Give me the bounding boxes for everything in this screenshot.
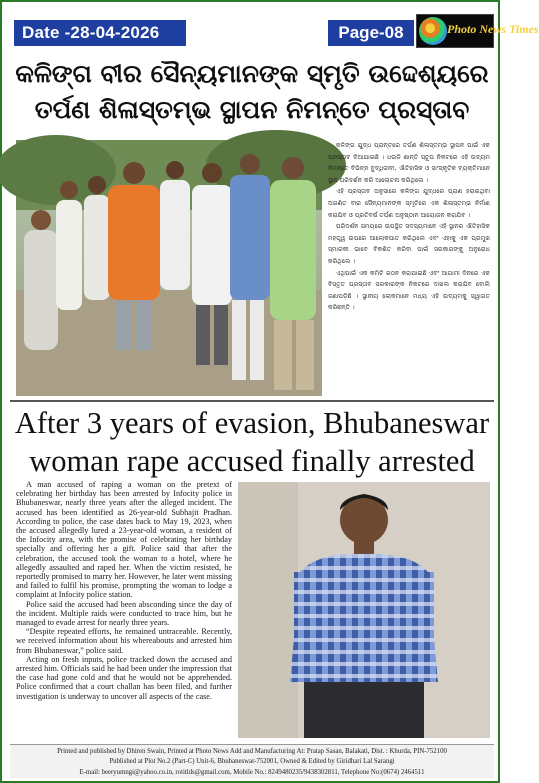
english-paragraph: Police said the accused had been absconding since the day of the incident. Multiple raids were conducted to trace him, but he managed to evade arrest for nearly three years. — [16, 599, 232, 628]
odia-headline-line2: ତର୍ପଣ ଶିଳାସ୍ତମ୍ଭ ସ୍ଥାପନ ନିମନ୍ତେ ପ୍ରସ୍ତାବ — [34, 95, 470, 124]
odia-paragraph: ଏହି ପ୍ରସ୍ତାବ ଅନୁସାରେ କଳିଙ୍ଗ ଯୁଦ୍ଧରେ ପ୍ରାଣ ହରାଇଥିବା ଅଗଣିତ ବୀର ସୈନ୍ୟମାନଙ୍କ ସ୍ମୃତିରେ ଏକ ଶିଳାସ୍ତମ୍ଭ ନିର୍ମାଣ କରାଯିବ ଓ ପ୍ରତିବର୍ଷ ତର୍ପଣ ଅନୁଷ୍ଠାନ ଆୟୋଜନ କରାଯିବ । — [328, 188, 490, 219]
group-photo-illustration — [16, 140, 322, 396]
footer-line1: Printed and published by Dhiren Swain, Printed at Photo News Add and Manufacturing At: Pratap Sasan, Balakati, Dist. : Khurda, PIN-752100 — [57, 748, 447, 755]
english-article-body — [16, 480, 232, 738]
english-paragraph: Acting on fresh inputs, police tracked down the accused and arrested him. Officials said he had been under the impression that the case had gone cold and that he would not be apprehended. Police confirmed that a court challan has been filed, and further investigation is underway to uncover all aspects of the case. — [16, 654, 232, 701]
english-paragraph: A man accused of raping a woman on the pretext of celebrating her birthday has been arrested by Infocity police in Bhubaneswar, nearly three years after the alleged incident. The accused has been identified as 26-year-old Subhajit Pradhan. According to police, the case dates back to May 19, 2023, when the accused allegedly lured a 23-year-old woman, a resident of the Infocity area, with the promise of celebrating her birthday specially and offering her a gift. Police said that after the celebration, the accused took the woman to a hotel, where he allegedly assaulted and raped her. When the victim resisted, he reportedly promised to marry her. However, he later went missing and failed to fulfil his promise, prompting the woman to lodge a complaint at Infocity police station. — [16, 480, 232, 600]
group-visit-photo — [16, 140, 322, 396]
footer-line2: Published at Plot No.2 (Part-C) Unit-6, Bhubaneswar-752001, Owned & Edited by Giridhari Lal Sarangi — [109, 758, 395, 766]
english-paragraph: “Despite repeated efforts, he remained untraceable. Recently, we received information about his whereabouts and arrested him from Bhubaneswar,” police said. — [16, 627, 232, 655]
page-header — [10, 10, 539, 52]
odia-headline — [10, 56, 494, 128]
accused-photo — [238, 482, 490, 738]
date-badge: Date -28-04-2026 — [14, 20, 186, 46]
logo-swirl-icon — [419, 17, 447, 45]
english-headline-line2: woman rape accused finally arrested — [29, 444, 475, 478]
english-headline — [10, 400, 494, 480]
accused-photo-illustration — [238, 482, 490, 738]
odia-headline-line1: କଳିଙ୍ଗ ବୀର ସୈନ୍ୟମାନଙ୍କ ସ୍ମୃତି ଉଦ୍ଦେଶ୍ୟରେ — [15, 59, 489, 88]
footer-line3: E-mail: beeryumngi@yahoo.co.in, rotitlds@gmail.com, Mobile No.: 8249480235/9438302811, Telephone No:(0674) 2464511 — [79, 768, 425, 776]
odia-paragraph: କଳିଙ୍ଗ ଯୁଦ୍ଧ ପ୍ରାନ୍ତରେ ତର୍ପଣ ଶିଳାସ୍ତମ୍ଭ ସ୍ଥାପନ ପାଇଁ ଏକ ପ୍ରସ୍ତାବ ଦିଆଯାଇଛି । ଧଉଳି ଶାନ୍ତି ସ୍ତୂପ ନିକଟରେ ଏହି ଉଦ୍ୟମ ନିମନ୍ତେ ବିଭିନ୍ନ ବୁଦ୍ଧିଜୀବୀ, ଐତିହାସିକ ଓ ସାଂସ୍କୃତିକ ବ୍ୟକ୍ତିମାନେ ସ୍ଥାନ ପରିଦର୍ଶନ କରି ଆଲୋଚନା କରିଥିଲେ । — [328, 142, 490, 184]
odia-paragraph: ଏଥିପାଇଁ ଏକ କମିଟି ଗଠନ କରାଯାଇଛି ଏବଂ ଆଗାମୀ ଦିନରେ ଏକ ବିସ୍ତୃତ ପ୍ରସ୍ତାବ ସରକାରଙ୍କ ନିକଟରେ ଦାଖଲ କରାଯିବ ବୋଲି ଜଣାପଡ଼ିଛି । ସ୍ଥାନୀୟ ଲୋକମାନେ ମଧ୍ୟ ଏହି ଉଦ୍ୟମକୁ ସ୍ୱାଗତ କରିଛନ୍ତି । — [328, 269, 490, 312]
page-number-badge: Page-08 — [328, 20, 414, 46]
imprint-footer — [10, 744, 494, 778]
odia-article-body — [328, 140, 490, 396]
publication-logo — [416, 14, 539, 48]
odia-paragraph: ପରିଦର୍ଶନ ସମୟରେ ଉପସ୍ଥିତ ସଦସ୍ୟମାନେ ଏହି ସ୍ଥାନର ଐତିହାସିକ ମହତ୍ତ୍ୱ ଉପରେ ଆଲୋକପାତ କରିଥିଲେ ଏବଂ ଏହାକୁ ଏକ ପ୍ରମୁଖ ସ୍ମାରକୀ ଭାବେ ବିକଶିତ କରିବା ପାଇଁ ସରକାରଙ୍କୁ ଅନୁରୋଧ କରିଥିଲେ । — [328, 223, 490, 265]
english-headline-line1: After 3 years of evasion, Bhubaneswar — [14, 406, 490, 440]
logo-text: Photo News Times — [447, 22, 539, 36]
